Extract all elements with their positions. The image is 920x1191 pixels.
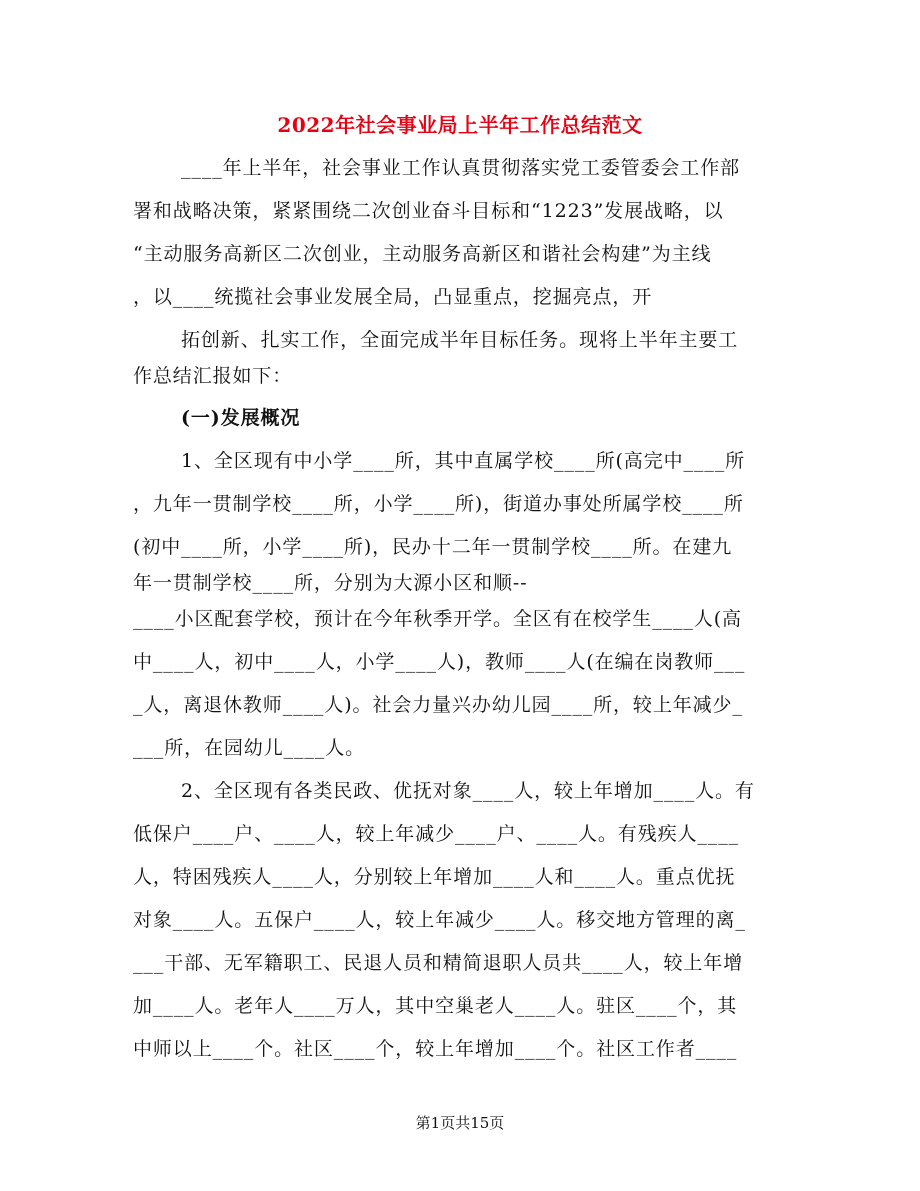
paragraph-line-21: 加____人。老年人____万人，其中空巢老人____人。驻区____个，其	[133, 995, 738, 1017]
paragraph-line-18: 人，特困残疾人____人，分别较上年增加____人和____人。重点优抚	[133, 866, 736, 888]
paragraph-line-13: 中____人，初中____人，小学____人)，教师____人(在编在岗教师___	[133, 651, 746, 673]
paragraph-line-20: ___干部、无军籍职工、民退人员和精简退职人员共____人，较上年增	[133, 952, 744, 974]
paragraph-line-15: ___所，在园幼儿____人。	[133, 737, 366, 759]
paragraph-line-3: “主动服务高新区二次创业，主动服务高新区和谐社会构建”为主线	[133, 243, 712, 265]
paragraph-line-19: 对象____人。五保户____人，较上年减少____人。移交地方管理的离_	[133, 909, 746, 931]
paragraph-line-12: ____小区配套学校，预计在今年秋季开学。全区有在校学生____人(高	[133, 608, 742, 630]
paragraph-line-14: _人，离退休教师____人)。社会力量兴办幼儿园____所，较上年减少_	[133, 694, 743, 716]
document-title: 2022年社会事业局上半年工作总结范文	[277, 113, 643, 137]
section-heading: (一)发展概况	[181, 407, 301, 429]
page-number: 第1页共15页	[415, 1114, 505, 1132]
paragraph-line-16: 2、全区现有各类民政、优抚对象____人，较上年增加____人。有	[181, 780, 755, 802]
paragraph-line-1: ____年上半年，社会事业工作认真贯彻落实党工委管委会工作部	[181, 157, 741, 179]
paragraph-line-17: 低保户____户、____人，较上年减少____户、____人。有残疾人____	[133, 823, 740, 845]
paragraph-line-22: 中师以上____个。社区____个，较上年增加____个。社区工作者____	[133, 1038, 738, 1060]
paragraph-line-10: (初中____所，小学____所)，民办十二年一贯制学校____所。在建九	[133, 536, 733, 558]
paragraph-line-5: 拓创新、扎实工作，全面完成半年目标任务。现将上半年主要工	[181, 329, 739, 351]
paragraph-line-9: ，九年一贯制学校____所，小学____所)，街道办事处所属学校____所	[133, 493, 744, 515]
paragraph-line-2: 署和战略决策，紧紧围绕二次创业奋斗目标和“1223”发展战略，以	[133, 200, 724, 222]
paragraph-line-4: ，以____统揽社会事业发展全局，凸显重点，挖掘亮点，开	[133, 286, 653, 308]
paragraph-line-6: 作总结汇报如下：	[133, 365, 293, 387]
paragraph-line-11: 年一贯制学校____所，分别为大源小区和顺--	[133, 572, 528, 594]
paragraph-line-8: 1、全区现有中小学____所，其中直属学校____所(高完中____所	[181, 450, 746, 472]
